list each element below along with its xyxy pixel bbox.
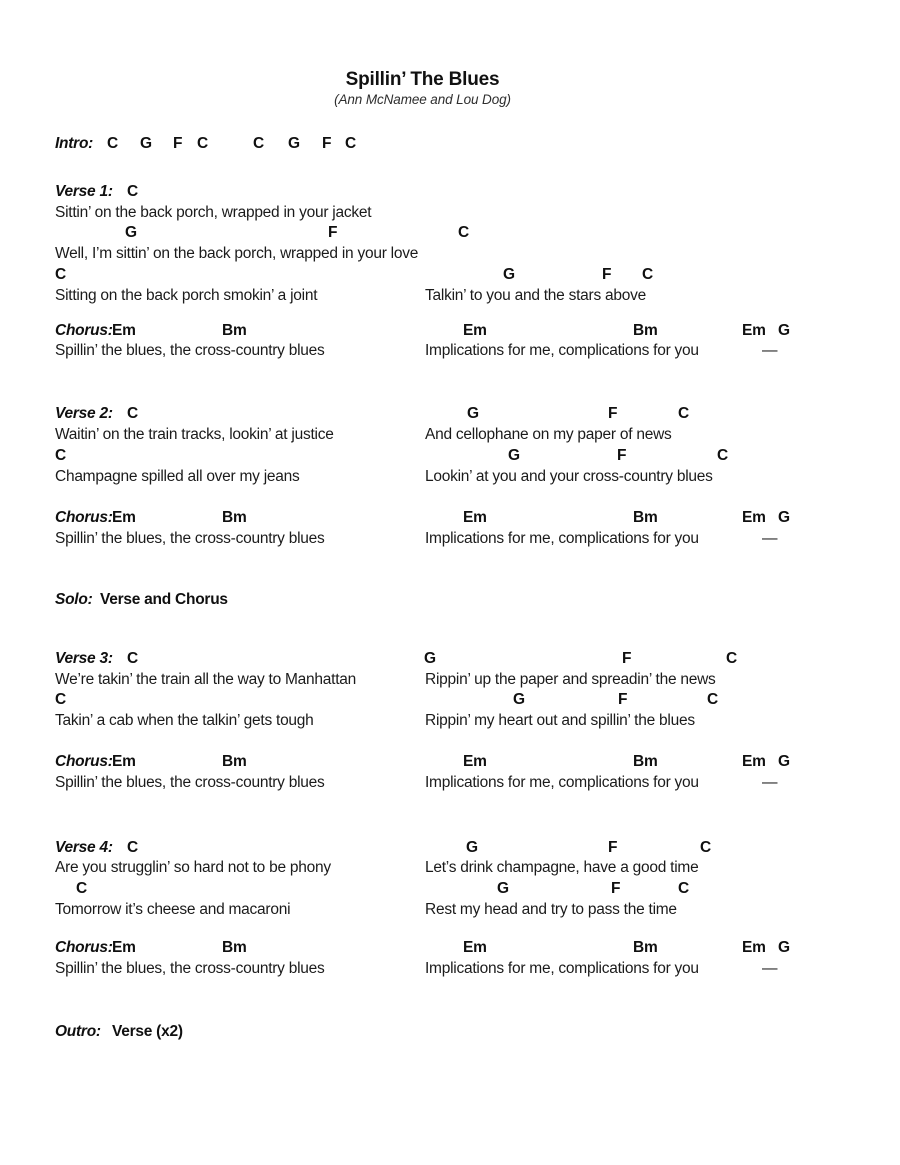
lyric-right: Implications for me, complications for you <box>425 342 699 360</box>
lyric-line <box>0 900 900 921</box>
heading-line <box>0 508 900 529</box>
em-dash-token: — <box>762 342 778 360</box>
lyric-line <box>0 529 900 550</box>
lyric-line <box>0 959 900 980</box>
chord-token: F <box>618 691 628 709</box>
chord-token: C <box>717 446 728 464</box>
chords-line <box>0 265 900 286</box>
chord-token: Bm <box>633 752 658 770</box>
heading-line <box>0 321 900 342</box>
lyric-left: Well, I’m sittin’ on the back porch, wrapped in your love <box>55 245 419 263</box>
chord-token: Em <box>742 509 766 527</box>
chord-token: G <box>778 509 790 527</box>
chord-token: C <box>127 649 138 667</box>
chord-token: G <box>424 649 436 667</box>
section-label: Verse 4: <box>55 838 113 856</box>
chord-token: Bm <box>633 938 658 956</box>
lyric-line <box>0 244 900 265</box>
chords-line <box>0 690 900 711</box>
chord-token: C <box>678 405 689 423</box>
lyric-line <box>0 203 900 224</box>
chord-token: Bm <box>222 938 247 956</box>
lyric-line <box>0 286 900 307</box>
heading-text-token: Verse and Chorus <box>100 590 228 608</box>
chord-token: Bm <box>633 509 658 527</box>
chord-token: Bm <box>222 321 247 339</box>
chords-line <box>0 446 900 467</box>
chord-token: C <box>345 135 356 152</box>
heading-line <box>0 404 900 425</box>
chord-token: F <box>328 224 338 242</box>
em-dash-token: — <box>762 959 778 977</box>
chord-token: C <box>197 135 208 152</box>
section-verse-4 <box>0 838 900 921</box>
lyric-right: Lookin’ at you and your cross-country blues <box>425 467 713 485</box>
section-verse-3 <box>0 649 900 732</box>
chord-token: Em <box>463 938 487 956</box>
section-label: Outro: <box>55 1023 101 1041</box>
chord-token: G <box>140 135 152 152</box>
section-label: Chorus: <box>55 321 113 339</box>
chord-token: G <box>778 321 790 339</box>
chord-token: C <box>127 182 138 200</box>
chord-token: C <box>700 838 711 856</box>
heading-text-token: Verse (x2) <box>112 1023 183 1041</box>
chord-token: F <box>173 135 183 152</box>
chord-token: C <box>707 691 718 709</box>
lyric-left: We’re takin’ the train all the way to Manhattan <box>55 670 356 688</box>
chord-token: G <box>466 838 478 856</box>
chord-sheet <box>0 134 900 1043</box>
lyric-right: Implications for me, complications for you <box>425 530 699 548</box>
lyric-right: Rippin’ my heart out and spillin’ the blues <box>425 712 695 730</box>
lyric-left: Spillin’ the blues, the cross-country blues <box>55 959 325 977</box>
lyric-left: Waitin’ on the train tracks, lookin’ at justice <box>55 425 334 443</box>
lyric-line <box>0 670 900 691</box>
heading-line <box>0 1022 900 1043</box>
section-verse-1 <box>0 182 900 307</box>
heading-line <box>0 134 900 155</box>
chord-token: Em <box>112 938 136 956</box>
chord-token: F <box>608 405 618 423</box>
section-outro <box>0 1022 900 1043</box>
lyric-right: Rippin’ up the paper and spreadin’ the news <box>425 670 716 688</box>
chord-token: F <box>611 880 621 898</box>
chords-line <box>0 879 900 900</box>
chord-token: C <box>458 224 469 242</box>
lyric-right: Implications for me, complications for you <box>425 959 699 977</box>
chord-token: C <box>642 265 653 283</box>
chord-token: C <box>726 649 737 667</box>
chord-token: C <box>55 446 66 464</box>
chord-token: F <box>622 649 632 667</box>
chord-token: C <box>127 838 138 856</box>
chord-token: Bm <box>633 321 658 339</box>
chord-token: C <box>253 135 264 152</box>
section-verse-2 <box>0 404 900 487</box>
chord-token: C <box>76 880 87 898</box>
section-label: Verse 3: <box>55 649 113 667</box>
lyric-left: Sittin’ on the back porch, wrapped in your jacket <box>55 203 372 221</box>
lyric-left: Tomorrow it’s cheese and macaroni <box>55 900 291 918</box>
lyric-left: Spillin’ the blues, the cross-country blues <box>55 773 325 791</box>
lyric-left: Champagne spilled all over my jeans <box>55 467 300 485</box>
lyric-line <box>0 341 900 362</box>
heading-line <box>0 649 900 670</box>
song-header <box>0 0 845 108</box>
heading-line <box>0 752 900 773</box>
lyric-left: Takin’ a cab when the talkin’ gets tough <box>55 712 314 730</box>
chord-token: G <box>288 135 300 152</box>
lyric-left: Spillin’ the blues, the cross-country blues <box>55 530 325 548</box>
section-chorus-4 <box>0 938 900 980</box>
chord-token: Em <box>463 321 487 339</box>
section-label: Verse 2: <box>55 405 113 423</box>
chord-token: Em <box>112 509 136 527</box>
chord-token: F <box>322 135 332 152</box>
chord-token: G <box>497 880 509 898</box>
heading-line <box>0 938 900 959</box>
chord-token: G <box>125 224 137 242</box>
section-solo <box>0 590 900 611</box>
em-dash-token: — <box>762 773 778 791</box>
chord-token: F <box>617 446 627 464</box>
chord-token: G <box>467 405 479 423</box>
chord-token: Bm <box>222 509 247 527</box>
chord-token: C <box>127 405 138 423</box>
section-chorus-3 <box>0 752 900 794</box>
chord-token: Em <box>112 321 136 339</box>
section-chorus-1 <box>0 321 900 363</box>
chord-token: F <box>608 838 618 856</box>
lyric-left: Spillin’ the blues, the cross-country blues <box>55 342 325 360</box>
section-label: Verse 1: <box>55 182 113 200</box>
section-intro <box>0 134 900 155</box>
heading-line <box>0 590 900 611</box>
song-title: Spillin’ The Blues <box>345 69 500 90</box>
heading-line <box>0 838 900 859</box>
song-credits: (Ann McNamee and Lou Dog) <box>334 92 511 107</box>
chord-token: Em <box>742 938 766 956</box>
chords-line <box>0 223 900 244</box>
chord-token: Em <box>742 752 766 770</box>
chord-token: G <box>503 265 515 283</box>
lyric-line <box>0 425 900 446</box>
lyric-right: Let’s drink champagne, have a good time <box>425 859 699 877</box>
chord-token: G <box>513 691 525 709</box>
lyric-right: Rest my head and try to pass the time <box>425 900 677 918</box>
section-label: Chorus: <box>55 509 113 527</box>
lyric-line <box>0 711 900 732</box>
chord-token: C <box>55 691 66 709</box>
lyric-line <box>0 467 900 488</box>
chord-token: G <box>778 938 790 956</box>
chord-token: Em <box>742 321 766 339</box>
chord-token: Em <box>463 752 487 770</box>
chord-token: F <box>602 265 612 283</box>
heading-line <box>0 182 900 203</box>
section-label: Chorus: <box>55 938 113 956</box>
chord-token: C <box>107 135 118 152</box>
lyric-left: Sitting on the back porch smokin’ a joint <box>55 286 318 304</box>
chord-token: G <box>508 446 520 464</box>
lyric-right: Talkin’ to you and the stars above <box>425 286 646 304</box>
chord-token: Em <box>112 752 136 770</box>
em-dash-token: — <box>762 530 778 548</box>
section-label: Solo: <box>55 590 93 608</box>
lyric-left: Are you strugglin’ so hard not to be phony <box>55 859 331 877</box>
section-label: Intro: <box>55 135 94 152</box>
lyric-right: Implications for me, complications for you <box>425 773 699 791</box>
chord-token: G <box>778 752 790 770</box>
section-label: Chorus: <box>55 752 113 770</box>
chord-token: C <box>678 880 689 898</box>
lyric-right: And cellophane on my paper of news <box>425 425 672 443</box>
chord-token: Em <box>463 509 487 527</box>
chord-token: C <box>55 265 66 283</box>
lyric-line <box>0 858 900 879</box>
chord-token: Bm <box>222 752 247 770</box>
section-chorus-2 <box>0 508 900 550</box>
lyric-line <box>0 773 900 794</box>
